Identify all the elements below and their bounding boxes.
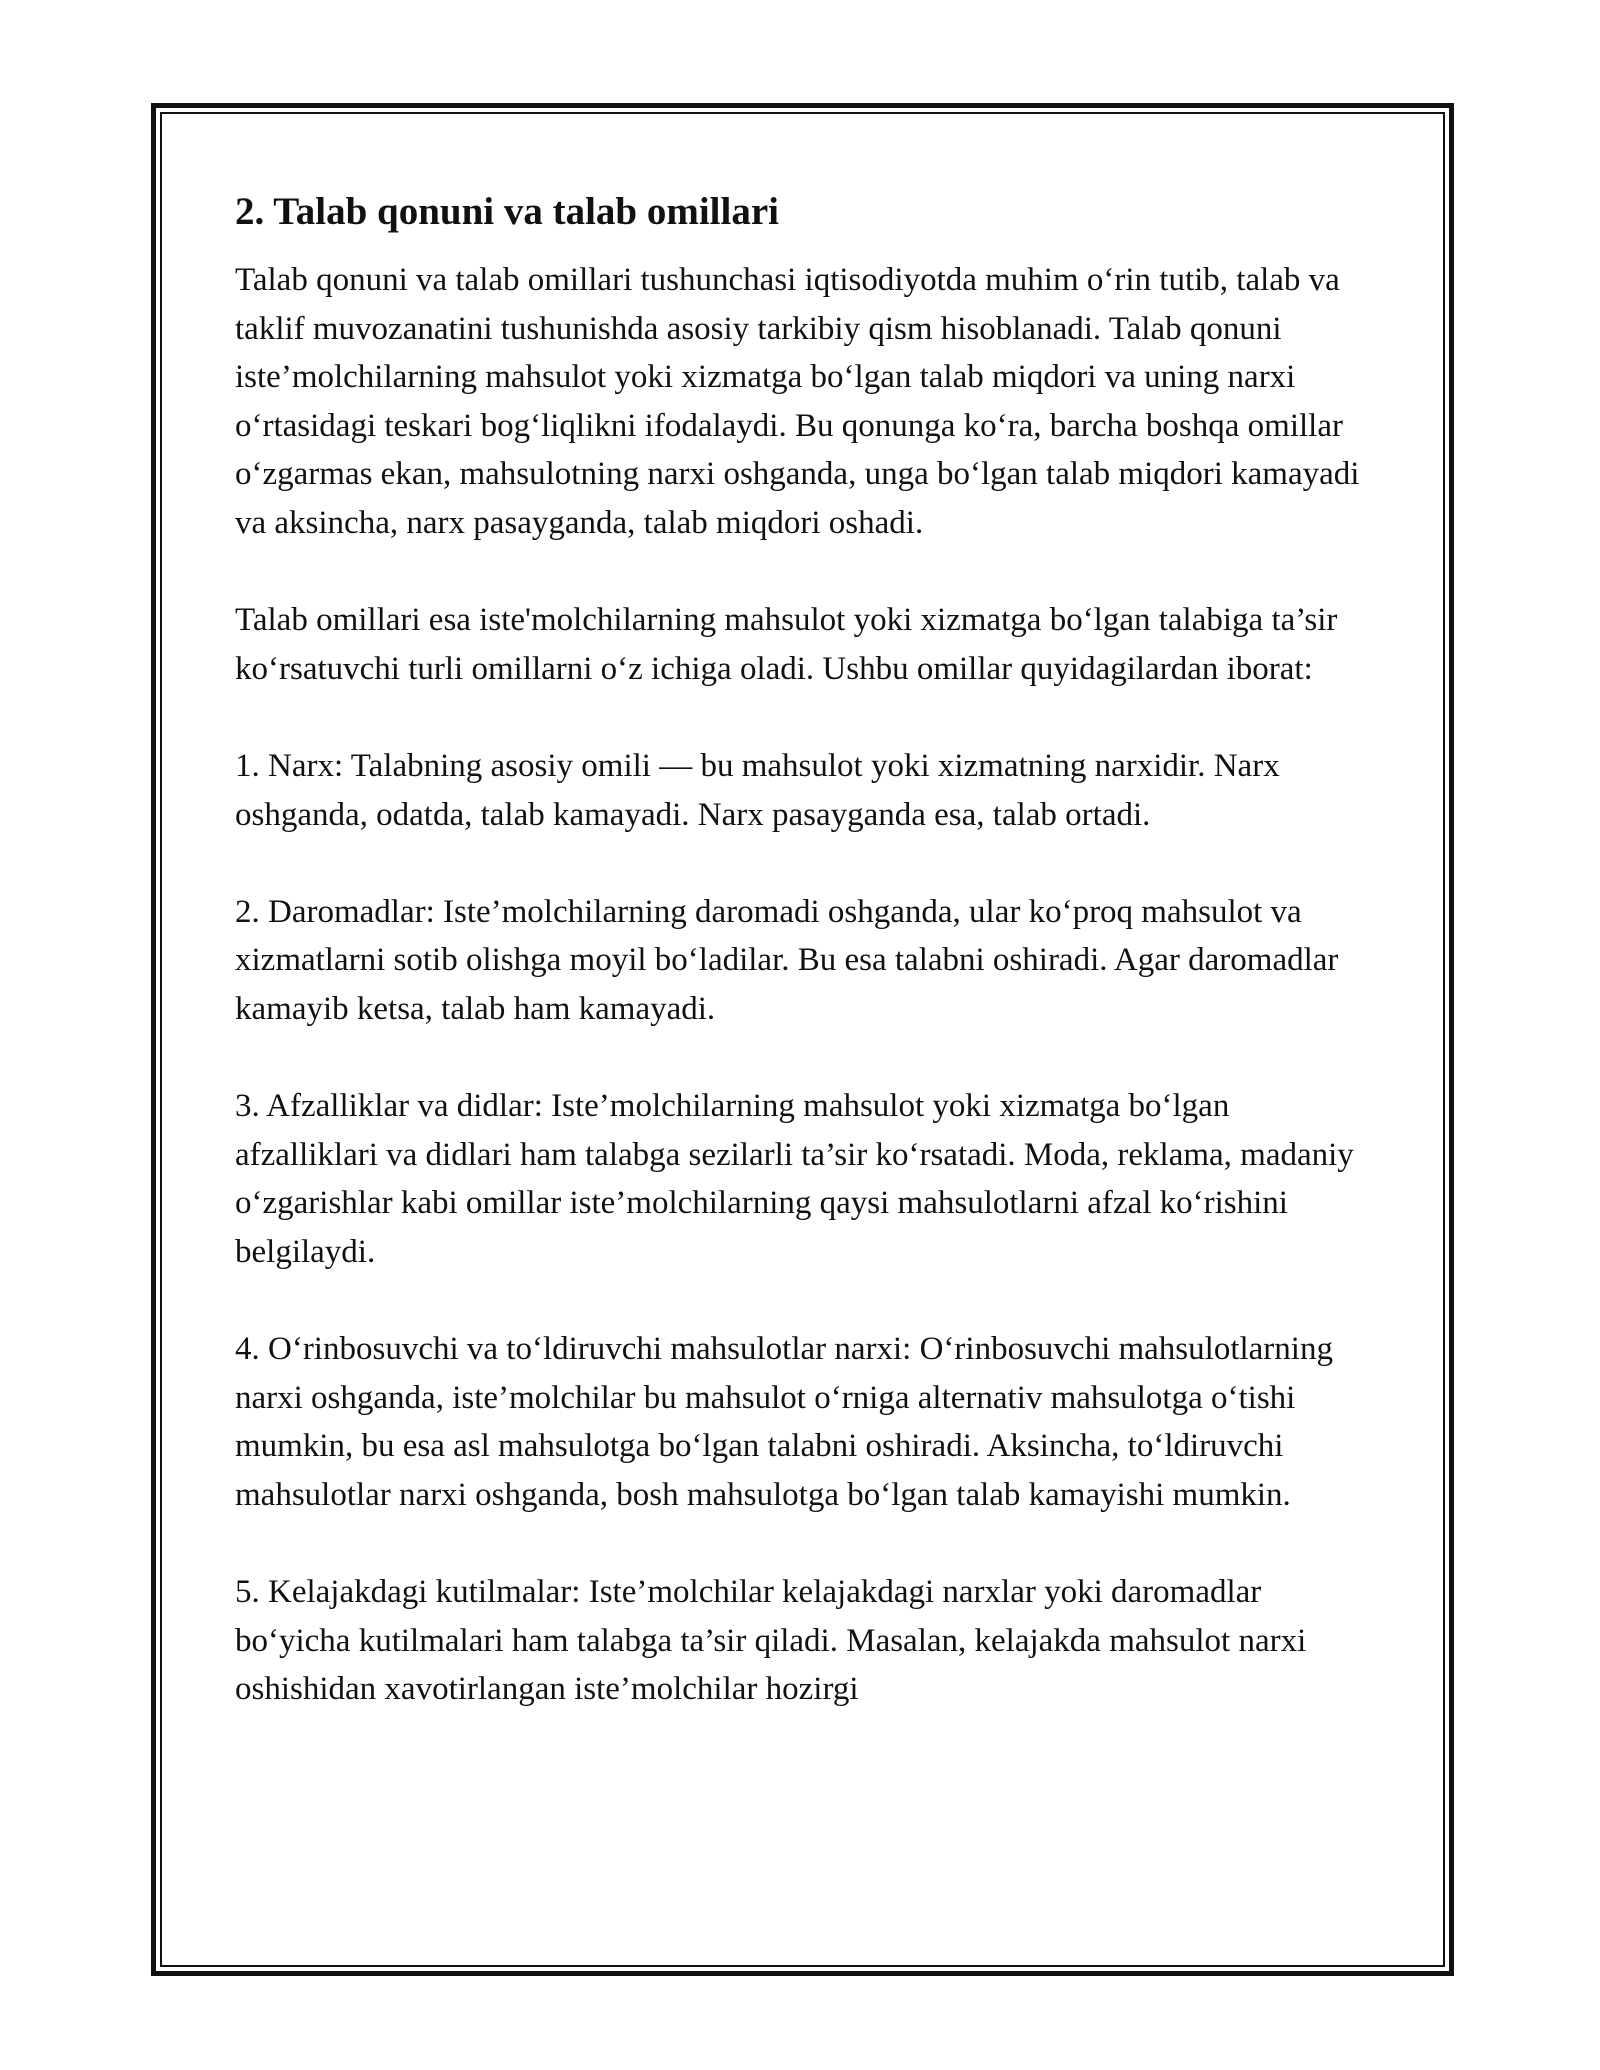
factors-intro-paragraph: Talab omillari esa iste'molchilarning mahsulot yoki xizmatga bo‘lgan talabiga ta’sir ko‘rsatuvchi turli omillarni o‘z ichiga oladi. Ushbu omillar quyidagilardan iborat:: [235, 602, 1338, 687]
factor-income-paragraph: 2. Daromadlar: Iste’molchilarning daromadi oshganda, ular ko‘proq mahsulot va xizmatlarni sotib olishga moyil bo‘ladilar. Bu esa talabni oshiradi. Agar daromadlar kamayib ketsa, talab ham kamayadi.: [235, 893, 1339, 1027]
intro-paragraph: Talab qonuni va talab omillari tushunchasi iqtisodiyotda muhim o‘rin tutib, talab va taklif muvozanatini tushunishda asosiy tarkibiy qism hisoblanadi. Talab qonuni iste’molchilarning mahsulot yoki xizmatga bo‘lgan talab miqdori va uning narxi o‘rtasidagi teskari bog‘liqlikni ifodalaydi. Bu qonunga ko‘ra, barcha boshqa omillar o‘zgarmas ekan, mahsulotning narxi oshganda, unga bo‘lgan talab miqdori kamayadi va aksincha, narx pasayganda, talab miqdori oshadi.: [235, 262, 1360, 541]
section-heading: 2. Talab qonuni va talab omillari: [235, 190, 780, 233]
document-body: [235, 186, 1375, 1762]
factor-expectations-paragraph: 5. Kelajakdagi kutilmalar: Iste’molchilar kelajakdagi narxlar yoki daromadlar bo‘yicha kutilmalari ham talabga ta’sir qiladi. Masalan, kelajakda mahsulot narxi oshishidan xavotirlangan iste’molchilar hozirgi: [235, 1574, 1307, 1708]
factor-preferences-paragraph: 3. Afzalliklar va didlar: Iste’molchilarning mahsulot yoki xizmatga bo‘lgan afzalliklari va didlari ham talabga sezilarli ta’sir ko‘rsatadi. Moda, reklama, madaniy o‘zgarishlar kabi omillar iste’molchilarning qaysi mahsulotlarni afzal ko‘rishini belgilaydi.: [235, 1088, 1354, 1270]
factor-substitutes-paragraph: 4. O‘rinbosuvchi va to‘ldiruvchi mahsulotlar narxi: O‘rinbosuvchi mahsulotlarning narxi oshganda, iste’molchilar bu mahsulot o‘rniga alternativ mahsulotga o‘tishi mumkin, bu esa asl mahsulotga bo‘lgan talabni oshiradi. Aksincha, to‘ldiruvchi mahsulotlar narxi oshganda, bosh mahsulotga bo‘lgan talab kamayishi mumkin.: [235, 1331, 1333, 1513]
factor-price-paragraph: 1. Narx: Talabning asosiy omili — bu mahsulot yoki xizmatning narxidir. Narx oshganda, odatda, talab kamayadi. Narx pasayganda esa, talab ortadi.: [235, 747, 1280, 833]
